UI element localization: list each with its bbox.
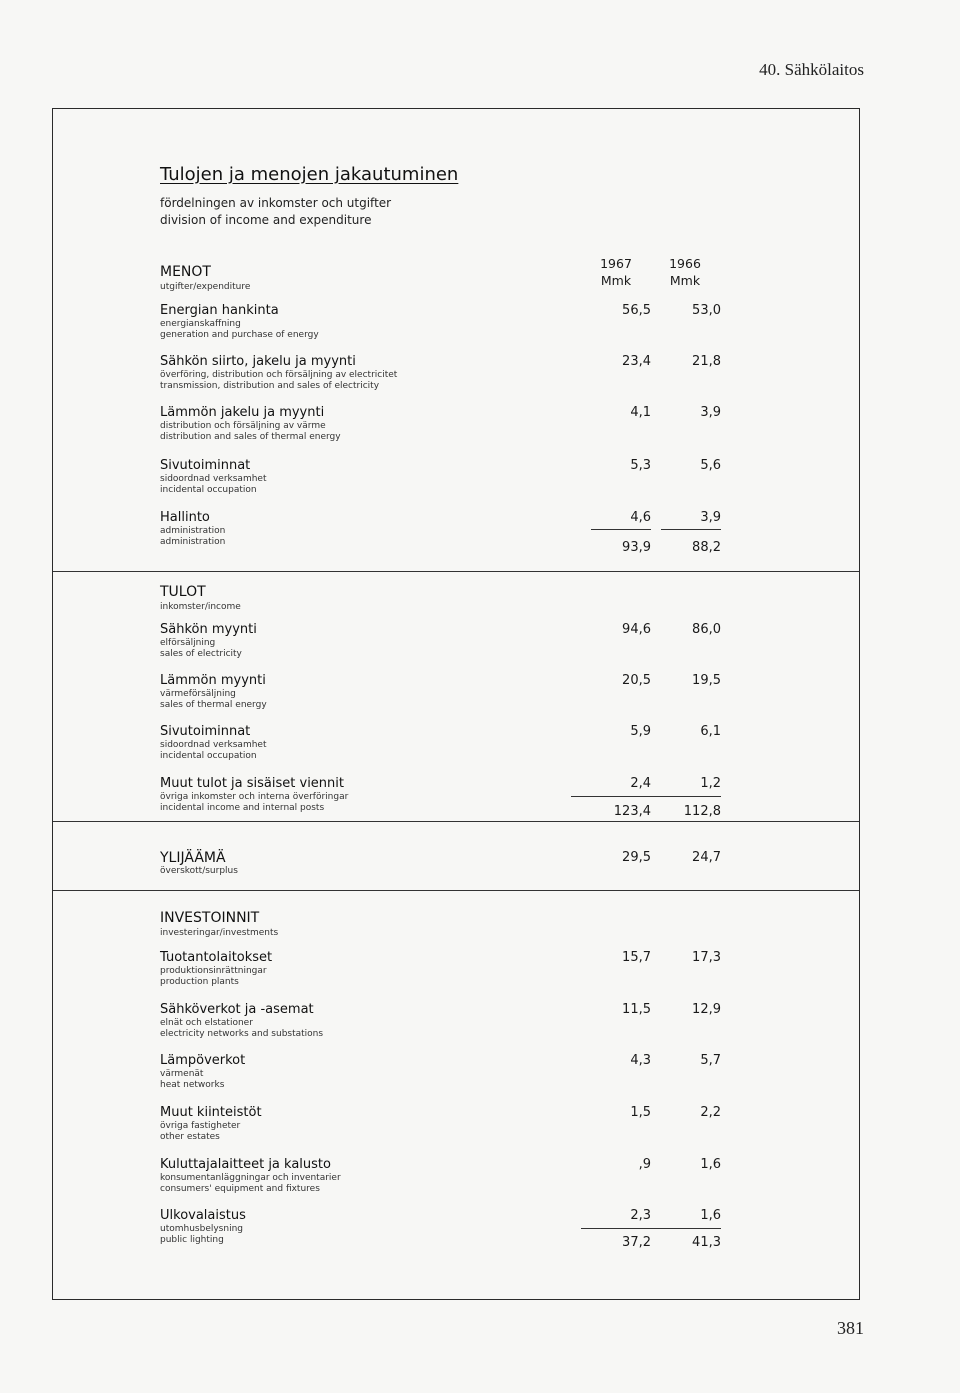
section-divider	[53, 890, 859, 891]
investoinnit-subtitle: investeringar/investments	[160, 928, 279, 938]
row-english: sales of thermal energy	[160, 700, 267, 710]
value-1966: 3,9	[700, 510, 721, 525]
column-1967	[581, 255, 651, 289]
row-swedish: övriga fastigheter	[160, 1121, 241, 1131]
tulot-subtitle: inkomster/income	[160, 602, 241, 612]
menot-row-sivutoiminnat	[160, 458, 720, 496]
value-1967: 5,3	[630, 458, 651, 473]
row-label: Tuotantolaitokset	[160, 950, 273, 965]
row-label: Lämmön myynti	[160, 673, 266, 688]
row-swedish: elförsäljning	[160, 638, 216, 648]
sum-underline	[651, 1228, 721, 1229]
tulot-row-sivutoiminnat	[160, 724, 720, 762]
value-1967: 11,5	[622, 1002, 651, 1017]
value-1966: 21,8	[692, 354, 721, 369]
inv-row-ulkovalaistus	[160, 1208, 721, 1250]
row-english: other estates	[160, 1132, 220, 1142]
section-divider	[53, 821, 859, 822]
page-header: 40. Sähkölaitos	[759, 60, 864, 79]
value-1966: 53,0	[692, 303, 721, 318]
row-swedish: administration	[160, 526, 226, 536]
value-1966: 5,6	[700, 458, 721, 473]
row-swedish: övriga inkomster och interna överföringar	[160, 792, 349, 802]
row-swedish: elnät och elstationer	[160, 1018, 253, 1028]
row-label: Sähkön siirto, jakelu ja myynti	[160, 354, 356, 369]
row-label: Lämmön jakelu ja myynti	[160, 405, 325, 420]
value-1966: 6,1	[700, 724, 721, 739]
row-label: Sivutoiminnat	[160, 724, 251, 739]
tulot-title: TULOT	[160, 584, 206, 600]
row-english: heat networks	[160, 1080, 225, 1090]
investoinnit-title: INVESTOINNIT	[160, 910, 260, 926]
value-1966: 1,2	[700, 776, 721, 791]
row-swedish: värmenät	[160, 1069, 204, 1079]
value-1967: 15,7	[622, 950, 651, 965]
row-english: distribution and sales of thermal energy	[160, 432, 341, 442]
inv-row-lampoverkot	[160, 1053, 720, 1091]
row-label: Ulkovalaistus	[160, 1208, 246, 1223]
menot-title: MENOT	[160, 264, 211, 280]
value-1967: 1,5	[630, 1105, 651, 1120]
investoinnit-total-1967: 37,2	[622, 1235, 651, 1250]
tulot-total-1966: 112,8	[683, 804, 721, 819]
row-english: generation and purchase of energy	[160, 330, 319, 340]
value-1967: 56,5	[622, 303, 651, 318]
value-1967: 23,4	[622, 354, 651, 369]
row-swedish: utomhusbelysning	[160, 1224, 243, 1234]
value-1966: 86,0	[692, 622, 721, 637]
value-1966: 12,9	[692, 1002, 721, 1017]
menot-total-1966: 88,2	[692, 540, 721, 555]
row-english: electricity networks and substations	[160, 1029, 324, 1039]
section-divider	[53, 571, 859, 572]
investoinnit-total-1966: 41,3	[692, 1235, 721, 1250]
year-1966: 1966	[669, 256, 701, 271]
value-1966: 1,6	[700, 1157, 721, 1172]
row-swedish: värmeförsäljning	[160, 689, 236, 699]
row-label: Kuluttajalaitteet ja kalusto	[160, 1157, 331, 1172]
tulot-row-muut-tulot	[160, 776, 721, 819]
row-swedish: sidoordnad verksamhet	[160, 740, 267, 750]
value-1967: ,9	[638, 1157, 651, 1172]
value-1966: 17,3	[692, 950, 721, 965]
row-label: Hallinto	[160, 510, 210, 525]
row-english: transmission, distribution and sales of electricity	[160, 381, 380, 391]
value-1966: 19,5	[692, 673, 721, 688]
value-1966: 24,7	[692, 850, 721, 865]
menot-subtitle: utgifter/expenditure	[160, 282, 251, 292]
title-swedish: fördelningen av inkomster och utgifter	[160, 196, 392, 210]
inv-row-tuotantolaitokset	[160, 950, 720, 988]
row-label: Muut kiinteistöt	[160, 1105, 262, 1120]
menot-row-energian-hankinta	[160, 303, 720, 341]
unit-1967: Mmk	[600, 273, 632, 288]
sum-underline	[571, 796, 651, 797]
value-1967: 2,4	[630, 776, 651, 791]
page-number: 381	[837, 1318, 864, 1338]
value-1967: 4,3	[630, 1053, 651, 1068]
row-english: consumers' equipment and fixtures	[160, 1184, 320, 1194]
row-label: Sähkön myynti	[160, 622, 257, 637]
inv-row-kuluttajalaitteet	[160, 1157, 720, 1195]
value-1966: 5,7	[700, 1053, 721, 1068]
ylijaama-subtitle: överskott/surplus	[160, 866, 238, 876]
value-1967: 5,9	[630, 724, 651, 739]
ylijaama-label: YLIJÄÄMÄ	[160, 850, 226, 866]
row-swedish: sidoordnad verksamhet	[160, 474, 267, 484]
row-english: sales of electricity	[160, 649, 242, 659]
title-english: division of income and expenditure	[160, 213, 372, 227]
year-1967: 1967	[600, 256, 632, 271]
tulot-total-1967: 123,4	[613, 804, 651, 819]
value-1966: 3,9	[700, 405, 721, 420]
tulot-row-sahkon-myynti	[160, 622, 720, 660]
value-1966: 1,6	[700, 1208, 721, 1223]
value-1967: 4,1	[630, 405, 651, 420]
inv-row-sahkoverkot	[160, 1002, 720, 1040]
value-1967: 94,6	[622, 622, 651, 637]
unit-1966: Mmk	[669, 273, 701, 288]
row-english: production plants	[160, 977, 239, 987]
row-english: incidental income and internal posts	[160, 803, 325, 813]
page-title: Tulojen ja menojen jakautuminen	[160, 164, 459, 185]
row-label: Lämpöverkot	[160, 1053, 246, 1068]
value-1966: 2,2	[700, 1105, 721, 1120]
tulot-row-lammon-myynti	[160, 673, 720, 711]
row-swedish: produktionsinrättningar	[160, 966, 267, 976]
row-label: Sähköverkot ja -asemat	[160, 1002, 314, 1017]
value-1967: 2,3	[630, 1208, 651, 1223]
row-swedish: överföring, distribution och försäljning av electricitet	[160, 370, 398, 380]
ylijaama-row	[160, 850, 720, 877]
row-english: administration	[160, 537, 226, 547]
sum-underline	[591, 529, 651, 530]
row-label: Energian hankinta	[160, 303, 279, 318]
sum-underline	[581, 1228, 651, 1229]
row-english: incidental occupation	[160, 485, 257, 495]
row-label: Muut tulot ja sisäiset viennit	[160, 776, 344, 791]
menot-total-1967: 93,9	[622, 540, 651, 555]
menot-row-hallinto	[160, 510, 721, 555]
column-1966	[650, 255, 720, 289]
row-english: public lighting	[160, 1235, 224, 1245]
inv-row-muut-kiinteistot	[160, 1105, 720, 1143]
row-english: incidental occupation	[160, 751, 257, 761]
value-1967: 29,5	[622, 850, 651, 865]
sum-underline	[661, 529, 721, 530]
menot-row-lammon-jakelu	[160, 405, 720, 443]
value-1967: 20,5	[622, 673, 651, 688]
row-label: Sivutoiminnat	[160, 458, 251, 473]
row-swedish: energianskaffning	[160, 319, 241, 329]
sum-underline	[641, 796, 721, 797]
value-1967: 4,6	[630, 510, 651, 525]
row-swedish: konsumentanläggningar och inventarier	[160, 1173, 341, 1183]
row-swedish: distribution och försäljning av värme	[160, 421, 326, 431]
menot-row-sahkon-siirto	[160, 354, 720, 392]
